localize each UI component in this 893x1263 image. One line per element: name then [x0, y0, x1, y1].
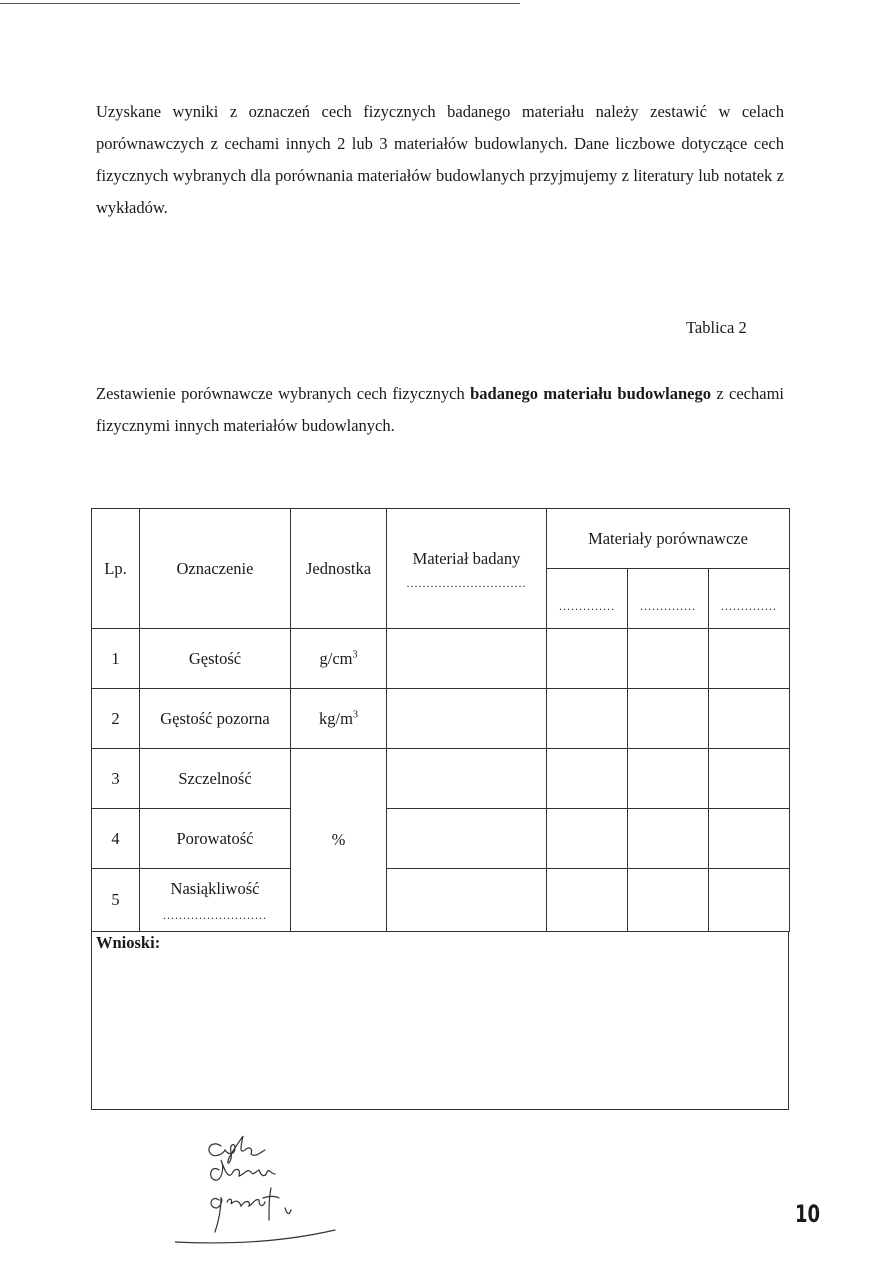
table-row	[92, 629, 790, 689]
comparison-material-blank-2: ..............	[640, 599, 696, 613]
comparison-material-blank-3: ..............	[721, 599, 777, 613]
comparison-value-cell[interactable]	[547, 689, 628, 749]
tested-value-cell[interactable]	[387, 869, 547, 932]
row-number: 1	[92, 629, 140, 689]
tested-value-cell[interactable]	[387, 749, 547, 809]
row-unit	[291, 629, 387, 689]
comparison-table	[91, 508, 790, 932]
description-bold: badanego materiału budowlanego	[470, 384, 711, 403]
header-lp: Lp.	[92, 509, 140, 629]
comparison-value-cell[interactable]	[709, 749, 790, 809]
header-tested-material	[387, 509, 547, 629]
comparison-value-cell[interactable]	[709, 629, 790, 689]
header-unit: Jednostka	[291, 509, 387, 629]
comparison-value-cell[interactable]	[628, 749, 709, 809]
comparison-value-cell[interactable]	[628, 809, 709, 869]
row-number: 4	[92, 809, 140, 869]
table-description	[96, 378, 784, 442]
comparison-value-cell[interactable]	[547, 869, 628, 932]
intro-paragraph: Uzyskane wyniki z oznaczeń cech fizycznych badanego materiału należy zestawić w celach porównawczych z cechami innych 2 lub 3 materiałów budowlanych. Dane liczbowe dotyczące cech fizycznych wybranych dla porównania materiałów budowlanych przyjmujemy z literatury lub notatek z wykładów.	[96, 102, 784, 217]
comparison-value-cell[interactable]	[547, 629, 628, 689]
comparison-value-cell[interactable]	[628, 869, 709, 932]
row-designation	[140, 869, 291, 932]
row-number: 3	[92, 749, 140, 809]
conclusions-box[interactable]	[91, 931, 789, 1110]
tested-value-cell[interactable]	[387, 689, 547, 749]
description-text: Zestawienie porównawcze wybranych cech fizycznych	[96, 384, 471, 403]
tested-material-label: Materiał badany	[412, 548, 521, 568]
row-designation: Gęstość	[140, 629, 291, 689]
unit-exponent: 3	[352, 649, 358, 660]
unit-base: g/cm	[319, 648, 353, 668]
percent-unit-cell: %	[291, 749, 387, 932]
handwritten-signature	[175, 1128, 345, 1248]
table-row	[92, 869, 790, 932]
top-rule	[0, 3, 520, 4]
table-row	[92, 749, 790, 809]
comparison-value-cell[interactable]	[709, 809, 790, 869]
description-text-end: z cechami fizycznymi innych materiałów budowlanych.	[96, 384, 784, 435]
comparison-value-cell[interactable]	[547, 809, 628, 869]
tested-material-blank: ..............................	[406, 575, 527, 590]
conclusions-label: Wnioski:	[96, 933, 161, 952]
table-row	[92, 809, 790, 869]
row-number: 2	[92, 689, 140, 749]
page-number: 10	[795, 1200, 821, 1228]
comparison-value-cell[interactable]	[709, 689, 790, 749]
tested-value-cell[interactable]	[387, 809, 547, 869]
row-designation: Porowatość	[140, 809, 291, 869]
row-designation: Gęstość pozorna	[140, 689, 291, 749]
unit-base: kg/m	[319, 708, 353, 728]
unit-exponent: 3	[352, 709, 358, 720]
designation-label: Nasiąkliwość	[170, 879, 260, 898]
comparison-value-cell[interactable]	[547, 749, 628, 809]
header-designation: Oznaczenie	[140, 509, 291, 629]
header-comparison-materials: Materiały porównawcze	[547, 509, 790, 569]
designation-blank: ..........................	[163, 908, 267, 922]
tested-value-cell[interactable]	[387, 629, 547, 689]
row-number: 5	[92, 869, 140, 932]
comparison-value-cell[interactable]	[709, 869, 790, 932]
row-unit	[291, 689, 387, 749]
table-row	[92, 689, 790, 749]
comparison-value-cell[interactable]	[628, 629, 709, 689]
comparison-value-cell[interactable]	[628, 689, 709, 749]
table-caption: Tablica 2	[686, 318, 747, 337]
comparison-material-blank-1: ..............	[559, 599, 615, 613]
row-designation: Szczelność	[140, 749, 291, 809]
